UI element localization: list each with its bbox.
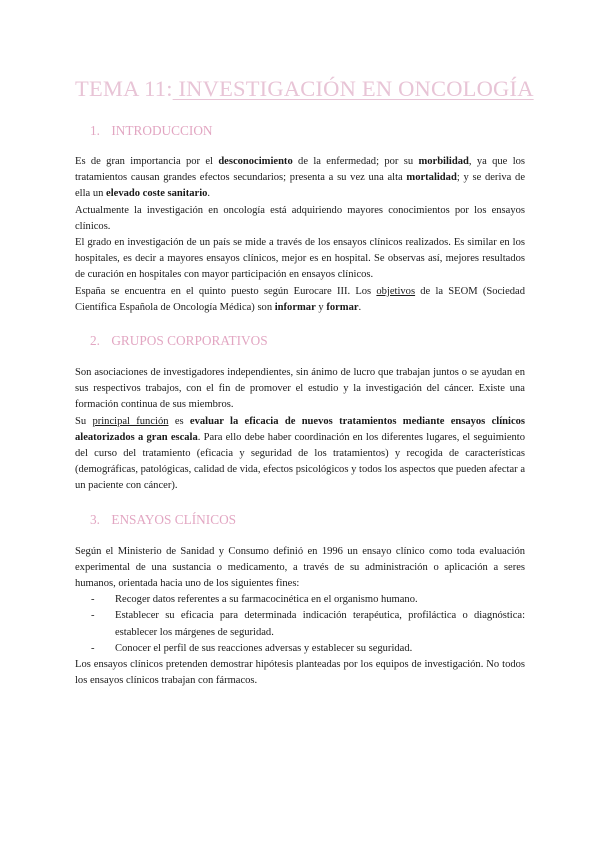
list-item: - Conocer el perfil de sus reacciones adversas y establecer su seguridad. [91,641,525,657]
paragraph: Es de gran importancia por el desconocimiento de la enfermedad; por su morbilidad, ya que los tratamientos causan grandes efectos secundarios; presenta a su vez una alta mortalidad; y se deriva de ella un elevado coste sanitario. [75,156,526,200]
paragraph: Los ensayos clínicos pretenden demostrar hipótesis planteadas por los equipos de investigación. No todos los ensayos clínicos trabajan con fármacos. [75,659,525,687]
section-heading-introduccion [75,123,525,139]
underlined-term: principal función [92,415,169,427]
paragraph: Actualmente la investigación en oncología está adquiriendo mayores conocimientos por los ensayos clínicos. [75,204,525,232]
section-heading-text: INTRODUCCION [111,123,213,138]
section-heading-ensayos-clinicos [75,512,525,528]
section-body-grupos-corporativos [75,365,525,495]
list-item: - Establecer su eficacia para determinada indicación terapéutica, profiláctica o diagnóstica: establecer los márgenes de seguridad. [91,610,525,638]
dash-bullet: - [91,642,95,654]
section-body-introduccion [75,154,525,316]
section-heading-text: ENSAYOS CLÍNICOS [111,511,237,527]
section-body-ensayos-clinicos [75,544,525,690]
section-number: 2. [90,333,100,349]
section-heading-text: GRUPOS CORPORATIVOS [111,333,268,349]
dash-bullet: - [91,594,95,606]
page-title [75,0,534,102]
dash-bullet: - [91,610,95,622]
section-number: 1. [90,123,100,138]
list-item: - Recoger datos referentes a su farmacocinética en el organismo humano. [91,592,525,608]
paragraph: Su principal función es evaluar la eficacia de nuevos tratamientos mediante ensayos clínicos aleatorizados a gran escala. Para ello debe haber coordinación en los diferentes lugares, el seguimiento del curso del tratamiento (eficacia y seguridad de los tratamientos) y recogida de características (demográficas, patológicas, calidad de vida, efectos psicológicos y todos los aspectos que pueden afectar a un paciente con cáncer). [75,415,526,492]
section-heading-grupos-corporativos [75,333,525,349]
underlined-term: objetivos [376,285,416,297]
purpose-list [91,592,525,657]
paragraph: España se encuentra en el quinto puesto según Eurocare III. Los objetivos de la SEOM (Sociedad Científica Española de Oncología Médica) son informar y formar. [75,285,525,313]
title-main: INVESTIGACIÓN EN ONCOLOGÍA [172,76,534,101]
paragraph: Según el Ministerio de Sanidad y Consumo definió en 1996 un ensayo clínico como toda evaluación experimental de una sustancia o medicamento, a través de su administración o aplicación a seres humanos, orientada hacia uno de los siguientes fines: [75,545,525,590]
paragraph: Son asociaciones de investigadores independientes, sin ánimo de lucro que trabajan juntos o se ayudan en sus respectivos trabajos, con el fin de promover el estudio y la investigación del cáncer. Existe una formación continua de sus miembros. [75,367,525,411]
section-number: 3. [90,511,100,527]
paragraph: El grado en investigación de un país se mide a través de los ensayos clínicos realizados. Es similar en los hospitales, es decir a mayores ensayos clínicos, mejor es en hospital. Se observas así, mejores resultados de curación en hospitales con mayor participación en ensayos clínicos. [75,237,525,281]
title-prefix: TEMA 11: [75,76,173,101]
